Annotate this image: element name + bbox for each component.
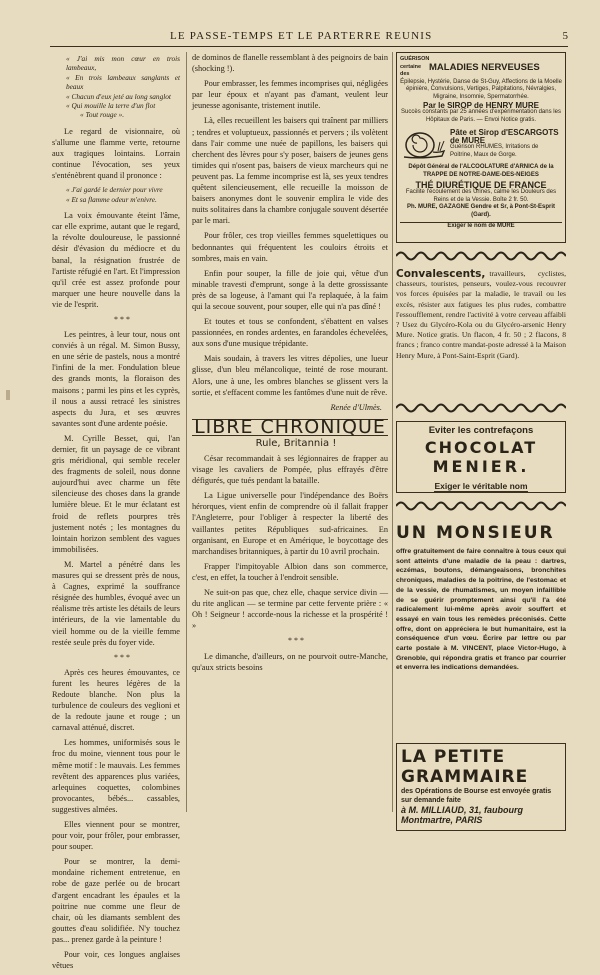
column-2 <box>192 52 388 677</box>
ad-text: des Opérations de Bourse est envoyée gratis sur demande faite <box>401 788 552 804</box>
paragraph: Pour embrasser, les femmes incomprises qui, négligées par leur époux et n'ayant pas d'amant, veulent leur jeunesse agonisante, tristement inutile. <box>192 79 388 111</box>
author-signature: Renée d'Ulmès. <box>330 402 382 412</box>
paragraph: Ne suit-on pas que, chez elle, chaque service divin — du rite anglican — se termine par cette fervente prière : « Oh ! Seigneur ! accorde-nous la richesse et la prospérité ! » <box>192 588 388 631</box>
verse-line: « Chacun d'eux jeté au long sanglot <box>66 91 171 101</box>
paragraph: Le dimanche, d'ailleurs, on ne pourvoit outre-Manche, qu'aux stricts besoins <box>192 651 388 672</box>
ad-text: Pâte et Sirop d'ESCARGOTS de MURE <box>450 128 559 145</box>
verse-2 <box>66 185 180 204</box>
paragraph: Mais soudain, à travers les vitres dépolies, une lueur glisse, d'un bleu mélancolique, teinté de rose mourant. Alors, une à une, les ombres blanches se glissent vers la sortie, et s'effacent comme les fantômes d'une nuit de rêve. <box>192 354 388 397</box>
ad-text: Ph. MURE, GAZAGNE Gendre et Sr, à Pont-St-Esprit (Gard). <box>406 204 556 218</box>
ad-text: Succès constants par 25 années d'expérimentation dans les Hôpitaux de Paris. — Envoi Notice gratis. <box>401 109 561 123</box>
paragraph: Les hommes, uniformisés sous le froc du moine, viennent tous pour le même motif : le mauvais. Les femmes revêtent des apparences plus variées, arlequines coquettes, colombines provocantes, bébés... cassables, suggestives almées. <box>52 738 180 814</box>
ad-text: offre gratuitement de faire connaître à tous ceux qui sont atteints d'une maladie de la peau : dartres, eczémas, boutons, démangeaisons, bronchites chroniques, maladies de la poitrine, de l'estomac et de la vessie, de rhumatismes, un moyen infaillible de se guérir promptement ainsi qu'il l'a été radicalement lui-même après avoir souffert et essayé en vain tous les remèdes préconisés. Cette offre, dont on appréciera le but humanitaire, est la conséquence d'un vœu. Écrire par lettre ou par carte postale à M. VINCENT, place Victor-Hugo, à Grenoble, qui répondra gratis et franco par courrier et enverra les indications demandées. <box>396 548 566 672</box>
ad-un-monsieur <box>396 519 566 739</box>
verse-line: « Et sa flamme odeur m'enivre. <box>66 194 157 204</box>
section-separator: * * * <box>114 314 130 324</box>
verse-line: « J'ai mis mon cœur en trois lambeaux, <box>66 54 180 73</box>
paragraph: M. Cyrille Besset, qui, l'an dernier, fit un paysage de ce vibrant gris méridional, qui semble receler des fragments de soleil, nous donne aujourd'hui avec charme un fête silencieuse des choses dans la grande lumière bleue. Et le mur éclatant est froid de reflets pourpres très justement notés ; les montagnes du lointain horizon semblent des vagues immobilisées. <box>52 433 180 554</box>
column-divider <box>186 52 187 812</box>
ad-text: à M. MILLIAUD, 31, faubourg Montmartre, PARIS <box>401 805 524 825</box>
verse-1 <box>66 54 180 120</box>
paragraph: Pour se montrer, la demi-mondaine richement entretenue, en robe de gaze perlée ou de brocart d'argent encadrant les épaules et la poitrine nue comme une fleur de chair, où les diamants semblent des gouttes d'eau solidifiée. N'y touchez pas... prenez garde à la peinture ! <box>52 857 180 944</box>
paragraph: Et toutes et tous se confondent, s'ébattent en valses passionnées, en rondes ardentes, en farandoles échevelées, aux sons d'une musique trépidante. <box>192 317 388 349</box>
section-subtitle: Rule, Britannia ! <box>255 437 337 449</box>
paragraph: Pour frôler, ces trop vieilles femmes squelettiques ou bedonnantes qui fréquentent les couloirs étroits et sombres, mais en vain. <box>192 231 388 263</box>
paragraph: Enfin pour souper, la fille de joie qui, vêtue d'un minable travesti d'emprunt, songe à la dette grossissante près de sa logeuse, à l'amant qui l'a replaquée, à la faim qui la secoue souvent, pour souper, elle qui n'a pas dîné ! <box>192 268 388 311</box>
verse-line: « En trois lambeaux sanglants et beaux <box>66 72 180 92</box>
paragraph: Elles viennent pour se montrer, pour voir, pour frôler, pour embrasser, pour souper. <box>52 820 180 852</box>
header-rule <box>50 46 568 47</box>
paragraph: La Ligue universelle pour l'indépendance des Boërs hérorques, vient enfin de comprendre où il fallait frapper l'Angleterre, pour l'obliger à respecter la liberté des vaillantes petites Républiques sud-africaines. En organisant, en Europe et en Amérique, le boycottage des marchandises britanniques, à partir du 10 avril prochain. <box>192 491 388 556</box>
paragraph: Les peintres, à leur tour, nous ont conviés à un régal. M. Simon Bussy, en une série de pastels, nous a montré l'infini de la mer. Fondulation bleue des grands monts, la floraison des maisons ; parmi les pins et les cyprès, il nous a aussi retracé les sinistres aspects du Jura, et ses œuvres savantes sont d'une ardente poésie. <box>52 330 180 428</box>
ad-text: Guérison RHUMES, Irritations de Poitrine, Maux de Gorge. <box>450 144 539 158</box>
section-title: LIBRE CHRONIQUE <box>192 419 388 436</box>
ad-headline: LA PETITE GRAMMAIRE <box>401 747 529 787</box>
ad-text: Dépôt Général de l'ALCOOLATURE d'ARNICA de la TRAPPE DE NOTRE-DAME-DES-NEIGES <box>408 164 554 178</box>
paragraph: de dominos de flanelle ressemblant à des peignoirs de bain (shocking !). <box>192 53 388 74</box>
paragraph: La voix émouvante éteint l'âme, car elle exprime, autant que le regard, la révolte douloureuse, le passionné désir d'évasion du médiocre et du banal, la résignation frustrée de l'artiste réfugié en l'art. Et l'impression qu'il crée est assez profonde pour marquer une heure nouvelle dans la vie de l'esprit. <box>52 211 180 309</box>
paragraph: Pour voir, ces longues anglaises vêtues <box>52 950 180 971</box>
wave-divider <box>396 401 566 415</box>
ad-snail-row <box>400 127 562 161</box>
ad-headline: Convalescents, <box>396 269 486 280</box>
verse-line: « Tout rouge ». <box>80 110 125 120</box>
ad-headline: MENIER. <box>432 457 530 476</box>
paragraph: M. Martel a pénétré dans les masures qui se dressent près de nous, à Cagnes, exprimé la souffrance résignée des humbles, évoqué avec un réalisme très artiste les détails de leurs intérieurs, de la vie lamentable du vieil homme ou de la vieille femme restée seule près du foyer vide. <box>52 559 180 647</box>
margin-mark <box>6 390 10 400</box>
ad-text: Épilepsie, Hystérie, Danse de St-Guy, Affections de la Moelle épinière, Convulsions, Vertiges, Palpitations, Névralgies, Migraine, Insomnie, Spermatorrhée. <box>400 78 562 100</box>
paragraph: César recommandait à ses légionnaires de frapper au visage les cavaliers de Pompée, plus effrayés d'être défigurés, que tués pendant la bataille. <box>192 454 388 486</box>
journal-title: LE PASSE-TEMPS ET LE PARTERRE REUNIS <box>170 30 433 42</box>
ad-chocolat-menier <box>396 421 566 493</box>
ad-headline: MALADIES NERVEUSES <box>429 61 540 73</box>
ad-convalescents <box>396 269 566 395</box>
section-separator: * * * <box>288 636 304 646</box>
ad-headline: CHOCOLAT <box>424 438 538 457</box>
page-number: 5 <box>562 30 568 42</box>
ad-text: Eviter les contrefaçons <box>428 425 534 436</box>
verse-line: « Qui mouille la terre d'un flot <box>66 101 156 111</box>
ad-text: GUÉRISON certaine des <box>400 56 430 78</box>
ad-text: Exiger le véritable nom <box>434 481 528 491</box>
snail-icon <box>400 127 446 161</box>
advertisements-column <box>396 52 566 835</box>
verse-line: « J'ai gardé le dernier pour vivre <box>66 185 163 195</box>
ad-text: travailleurs, cyclistes, chasseurs, touristes, penseurs, voulez-vous recouvrer vos forces épuisées par la maladie, le travail ou les excès, résister aux fatigues les plus rudes, combattre l'essoufflement, rendre l'activité à votre cerveau affaibli ? Usez du Glycéro-Kola ou du Glycéro-arsenic Henry Mure. Notice gratis. Un flacon, 4 fr. 50 ; 2 flacons, 8 francs ; franco contre mandat-poste adressé à la Maison Henry Mure, à Pont-Saint-Esprit (Gard). <box>396 269 566 360</box>
wave-divider <box>396 249 566 263</box>
page-header <box>0 30 600 46</box>
column-1 <box>52 52 180 975</box>
paragraph: Le regard de visionnaire, où s'allume une flamme verte, retourne aux tragiques lointains. Lorrain continue l'évocation, ses yeux s'enténèbrent quand il prononce : <box>52 126 180 181</box>
paragraph: Frapper l'impitoyable Albion dans son commerce, c'est, en effet, la toucher à l'endroit sensible. <box>192 561 388 582</box>
paragraph: Après ces heures émouvantes, ce furent les heures légères de la Redoute blanche. Non plus la turbulence de couleurs des veglioni et de la redoute jaune et rouge ; un carnaval atténué, discret. <box>52 667 180 733</box>
ad-text: Par le SIROP de HENRY MURE <box>423 100 539 110</box>
column-divider <box>392 52 393 812</box>
ad-text: Exiger le nom de MURE <box>400 222 562 231</box>
section-separator: * * * <box>114 652 130 662</box>
paragraph: Là, elles recueillent les baisers qui traînent par milliers ; tendres et voluptueux, passionnés et pervers ; ils volètent dans l'air comme une nuée de papillons, les baisers qui cherchent des lèvres pour s'y poser, baisers de jeunes gens timides qui n'osent pas, baisers de vieux marcheurs qui ne peuvent pas. La femme incomprise est là, ses yeux tendres quêtent silencieusement, elle recueille la moisson de baisers anonymes dont le souvenir emplira le vide des nuits solitaires dans la chambre conjugale souvent désertée par le mari. <box>192 116 388 226</box>
wave-divider <box>396 499 566 513</box>
ad-petite-grammaire <box>396 743 566 831</box>
ad-mure <box>396 52 566 243</box>
ad-headline: UN MONSIEUR <box>396 523 555 543</box>
ad-headline: THÉ DIURÉTIQUE DE FRANCE <box>415 179 547 190</box>
ad-text: Facilite l'écoulement des Urines, calme les Douleurs des Reins et de la Vessie. Boîte 2 fr. 50. <box>405 189 557 203</box>
